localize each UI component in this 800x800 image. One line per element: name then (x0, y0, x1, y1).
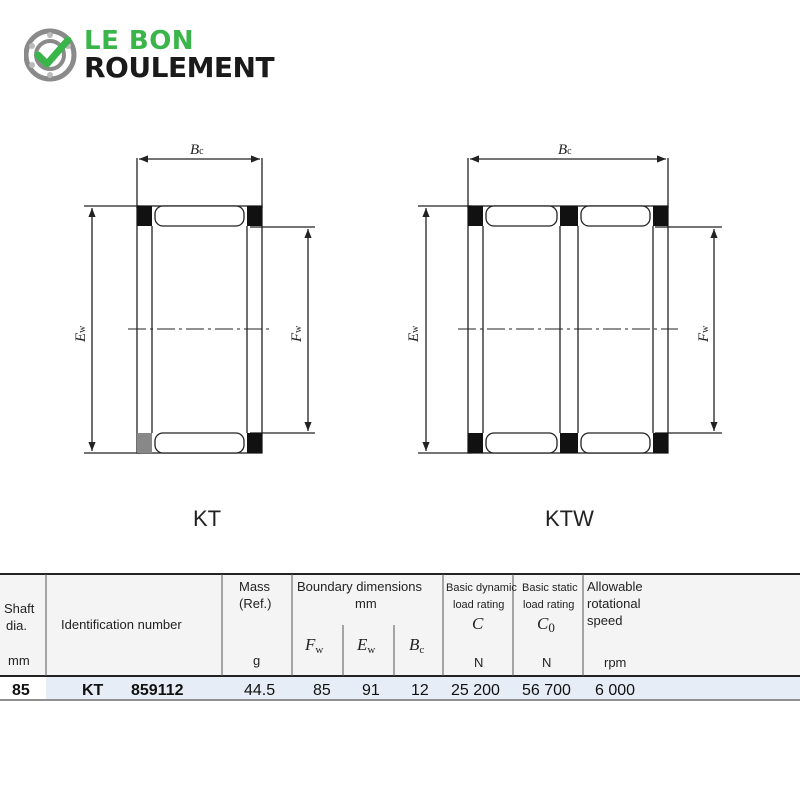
brand-logo (24, 28, 304, 84)
bearing-diagrams (0, 140, 800, 460)
header-static-symbol: $C_0$ (537, 614, 555, 635)
cell-dynamic: 25 200 (451, 682, 500, 699)
cell-number: 859112 (131, 682, 184, 699)
cell-ew: 91 (362, 682, 380, 699)
header-ew: $E_w$ (357, 635, 376, 656)
header-shaft-line2: dia. (6, 618, 27, 633)
spec-table (0, 573, 800, 703)
header-identification: Identification number (61, 617, 182, 632)
kt-bc-label: Bc (190, 142, 204, 158)
ktw-fw-label: Fw (696, 325, 712, 342)
header-dynamic-line2: load rating (453, 599, 505, 611)
header-dynamic-symbol: C (472, 614, 484, 633)
cell-fw: 85 (313, 682, 331, 699)
logo-line-2: ROULEMENT (84, 51, 275, 84)
header-mass-line2: (Ref.) (239, 596, 272, 611)
header-static-unit: N (542, 655, 552, 670)
header-shaft-unit: mm (8, 653, 30, 668)
cell-mass: 44.5 (244, 682, 276, 699)
header-mass-unit: g (253, 653, 261, 668)
header-boundary-line1: Boundary dimensions (297, 579, 423, 594)
kt-ew-label: Ew (73, 325, 89, 342)
cell-bc: 12 (411, 682, 429, 699)
header-speed-line3: speed (587, 613, 623, 628)
cell-series: KT (82, 682, 104, 699)
header-boundary-unit: mm (355, 596, 377, 611)
cell-speed: 6 000 (595, 682, 636, 699)
header-shaft-line1: Shaft (4, 601, 35, 616)
logo-line-1: LE BON (84, 26, 195, 56)
kt-drawing (84, 158, 315, 453)
kt-caption: KT (193, 506, 222, 531)
ktw-ew-label: Ew (406, 325, 422, 342)
ktw-bc-label: Bc (558, 142, 572, 158)
cell-shaft: 85 (12, 682, 30, 699)
header-mass-line1: Mass (239, 579, 271, 594)
header-static-line2: load rating (523, 599, 575, 611)
header-fw: $F_w$ (305, 635, 324, 656)
bearing-check-icon (24, 28, 78, 82)
ktw-drawing (418, 158, 722, 453)
header-speed-unit: rpm (604, 655, 627, 670)
cell-static: 56 700 (522, 682, 571, 699)
header-static-line1: Basic static (522, 582, 578, 594)
header-dynamic-unit: N (474, 655, 484, 670)
ktw-caption: KTW (545, 506, 594, 531)
header-dynamic-line1: Basic dynamic (446, 582, 517, 594)
header-speed-line1: Allowable (587, 579, 643, 594)
header-bc: $B_c$ (409, 635, 425, 656)
kt-fw-label: Fw (289, 325, 305, 342)
header-speed-line2: rotational (587, 596, 641, 611)
